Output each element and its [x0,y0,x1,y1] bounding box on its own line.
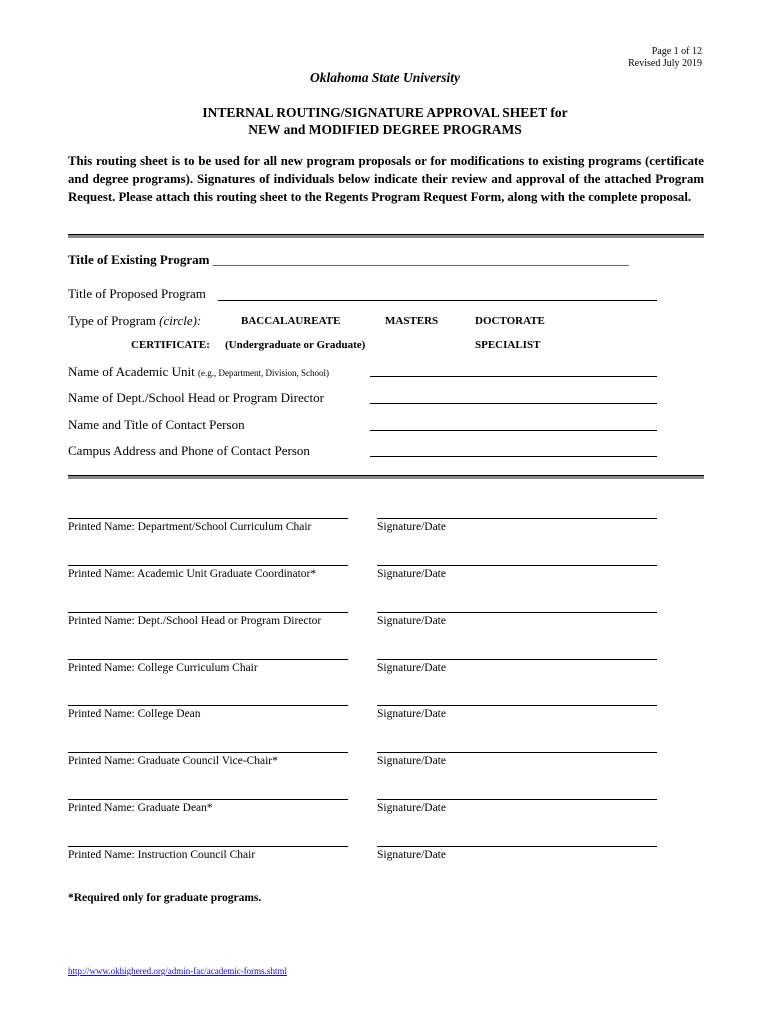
contact-person-label: Name and Title of Contact Person [68,417,245,432]
signature-date-field[interactable] [377,612,657,613]
signature-date-field[interactable] [377,799,657,800]
proposed-program-field[interactable] [218,300,657,301]
printed-name-label: Printed Name: Dept./School Head or Program Director [68,615,322,627]
printed-name-label: Printed Name: Academic Unit Graduate Coordinator* [68,568,317,580]
campus-address-label: Campus Address and Phone of Contact Person [68,443,310,458]
dept-head-label: Name of Dept./School Head or Program Director [68,390,324,405]
type-certificate-note: (Undergraduate or Graduate) [225,339,366,351]
form-title-line2: NEW and MODIFIED DEGREE PROGRAMS [248,122,522,137]
type-doctorate[interactable]: DOCTORATE [475,315,545,327]
academic-unit-label: Name of Academic Unit [68,364,195,379]
footnote: *Required only for graduate programs. [68,892,262,904]
type-certificate[interactable]: CERTIFICATE: [131,339,210,351]
form-title-line1: INTERNAL ROUTING/SIGNATURE APPROVAL SHEET for [202,105,568,120]
signature-date-label: Signature/Date [377,708,446,720]
printed-name-field[interactable] [68,612,348,613]
signature-date-label: Signature/Date [377,615,446,627]
dept-head-field[interactable] [370,403,657,404]
printed-name-label: Printed Name: Graduate Council Vice-Chair* [68,755,278,767]
academic-unit-field[interactable] [370,376,657,377]
signature-date-field[interactable] [377,565,657,566]
proposed-program-label: Title of Proposed Program [68,286,206,301]
signature-date-field[interactable] [377,659,657,660]
university-name: Oklahoma State University [309,70,460,85]
printed-name-field[interactable] [68,565,348,566]
printed-name-label: Printed Name: College Curriculum Chair [68,662,258,674]
printed-name-field[interactable] [68,518,348,519]
existing-program-blank[interactable]: ________________________________________________________________ [212,252,629,267]
printed-name-label: Printed Name: College Dean [68,708,201,720]
signature-date-label: Signature/Date [377,802,446,814]
signature-date-field[interactable] [377,846,657,847]
academic-unit-row [68,364,329,380]
printed-name-label: Printed Name: Graduate Dean* [68,802,213,814]
page-number: Page 1 of 12 [651,46,702,57]
signature-date-field[interactable] [377,752,657,753]
signature-date-label: Signature/Date [377,662,446,674]
signature-date-label: Signature/Date [377,568,446,580]
program-type-circle: (circle): [159,313,202,328]
signature-date-label: Signature/Date [377,521,446,533]
type-masters[interactable]: MASTERS [385,315,439,327]
printed-name-field[interactable] [68,752,348,753]
printed-name-label: Printed Name: Instruction Council Chair [68,849,256,861]
signature-date-field[interactable] [377,518,657,519]
intro-paragraph: This routing sheet is to be used for all new program proposals or for modifications to existing programs (certificate and degree programs). Signatures of individuals below indicate their review and approval of the attached Program Request. Please attach this routing sheet to the Regents Program Request Form, along with the complete proposal. [68,154,704,204]
revision-date: Revised July 2019 [628,58,702,69]
program-type-label: Type of Program [68,313,156,328]
existing-program-label: Title of Existing Program [68,252,210,267]
type-specialist[interactable]: SPECIALIST [475,339,541,351]
printed-name-field[interactable] [68,659,348,660]
campus-address-field[interactable] [370,456,657,457]
printed-name-field[interactable] [68,799,348,800]
existing-program-row [68,252,629,268]
printed-name-field[interactable] [68,705,348,706]
signature-date-label: Signature/Date [377,755,446,767]
signature-date-label: Signature/Date [377,849,446,861]
contact-person-field[interactable] [370,430,657,431]
printed-name-label: Printed Name: Department/School Curriculum Chair [68,521,312,533]
section-divider-bottom [68,475,704,479]
section-divider-top [68,234,704,238]
printed-name-field[interactable] [68,846,348,847]
program-type-row [68,313,201,329]
type-baccalaureate[interactable]: BACCALAUREATE [241,315,341,327]
signature-date-field[interactable] [377,705,657,706]
academic-unit-hint: (e.g., Department, Division, School) [197,368,329,378]
footer-link[interactable]: http://www.okhighered.org/admin-fac/academic-forms.shtml [68,966,287,976]
